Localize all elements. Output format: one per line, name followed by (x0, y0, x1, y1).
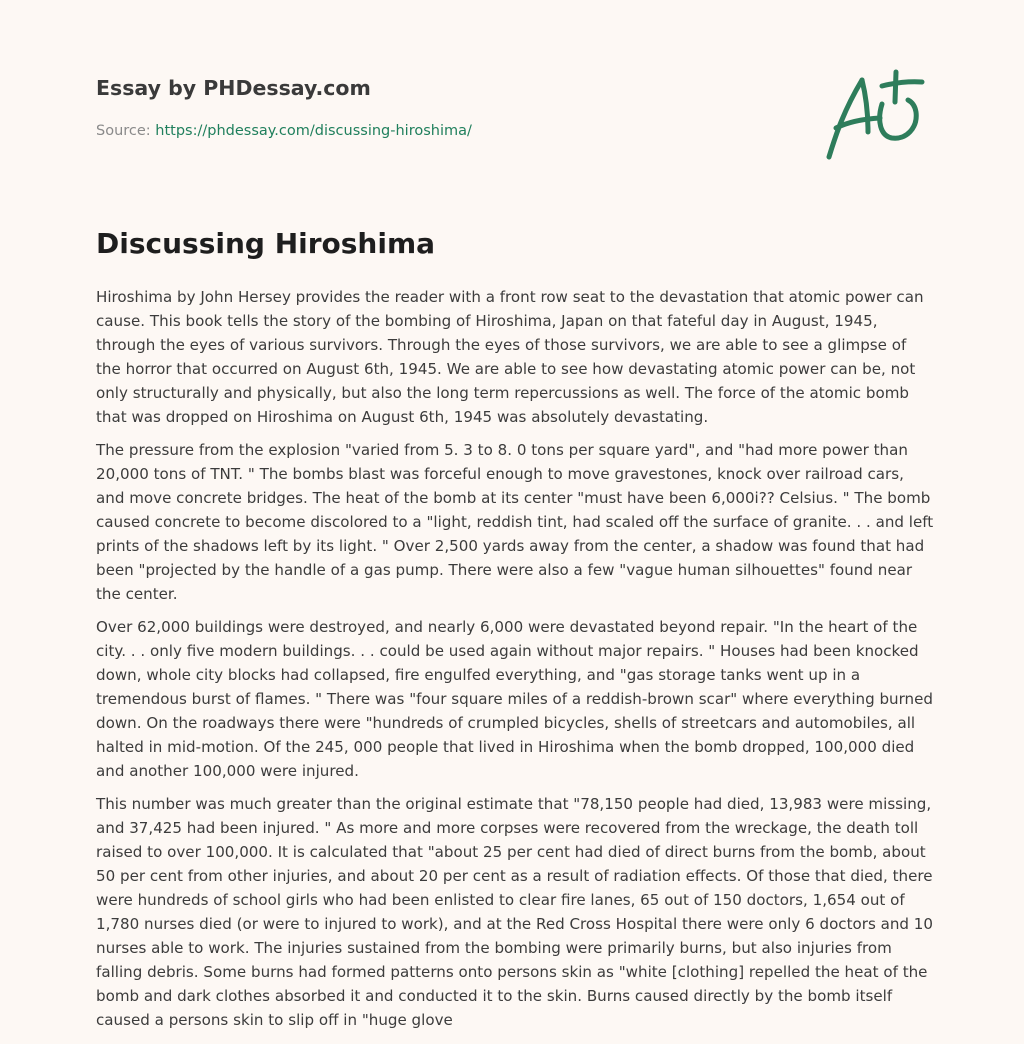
source-line (96, 123, 472, 139)
a-plus-logo-icon (822, 66, 932, 166)
essay-title: Discussing Hiroshima (96, 227, 436, 260)
source-label: Source: (96, 123, 151, 139)
essay-body (96, 285, 934, 1041)
essay-paragraph: Hiroshima by John Hersey provides the reader with a front row seat to the devastation that atomic power can cause. This book tells the story of the bombing of Hiroshima, Japan on that fateful day in August, 1945, through the eyes of various survivors. Through the eyes of those survivors, we are able to see a glimpse of the horror that occurred on August 6th, 1945. We are able to see how devastating atomic power can be, not only structurally and physically, but also the long term repercussions as well. The force of the atomic bomb that was dropped on Hiroshima on August 6th, 1945 was absolutely devastating. (96, 288, 924, 426)
essay-paragraph: The pressure from the explosion "varied from 5. 3 to 8. 0 tons per square yard", and "had more power than 20,000 tons of TNT. " The bombs blast was forceful enough to move gravestones, knock over railroad cars, and move concrete bridges. The heat of the bomb at its center "must have been 6,000i?? Celsius. " The bomb caused concrete to become discolored to a "light, reddish tint, had scaled off the surface of granite. . . and left prints of the shadows left by its light. " Over 2,500 yards away from the center, a shadow was found that had been "projected by the handle of a gas pump. There were also a few "vague human silhouettes" found near the center. (96, 441, 934, 603)
essay-paragraph: Over 62,000 buildings were destroyed, and nearly 6,000 were devastated beyond repair. "In the heart of the city. . . only five modern buildings. . . could be used again without major repairs. " Houses had been knocked down, whole city blocks had collapsed, fire engulfed everything, and "gas storage tanks went up in a tremendous burst of flames. " There was "four square miles of a reddish-brown scar" where everything burned down. On the roadways there were "hundreds of crumpled bicycles, shells of streetcars and automobiles, all halted in mid-motion. Of the 245, 000 people that lived in Hiroshima when the bomb dropped, 100,000 died and another 100,000 were injured. (96, 618, 933, 780)
site-title: Essay by PHDessay.com (96, 76, 371, 100)
source-link[interactable]: https://phdessay.com/discussing-hiroshima/ (155, 123, 472, 139)
essay-paragraph: This number was much greater than the original estimate that "78,150 people had died, 13,983 were missing, and 37,425 had been injured. " As more and more corpses were recovered from the wreckage, the death toll raised to over 100,000. It is calculated that "about 25 per cent had died of direct burns from the bomb, about 50 per cent from other injuries, and about 20 per cent as a result of radiation effects. Of those that died, there were hundreds of school girls who had been enlisted to clear fire lanes, 65 out of 150 doctors, 1,654 out of 1,780 nurses died (or were to injured to work), and at the Red Cross Hospital there were only 6 doctors and 10 nurses able to work. The injuries sustained from the bombing were primarily burns, but also injuries from falling debris. Some burns had formed patterns onto persons skin as "white [clothing] repelled the heat of the bomb and dark clothes absorbed it and conducted it to the skin. Burns caused directly by the bomb itself caused a persons skin to slip off in "huge glove (96, 795, 934, 1029)
